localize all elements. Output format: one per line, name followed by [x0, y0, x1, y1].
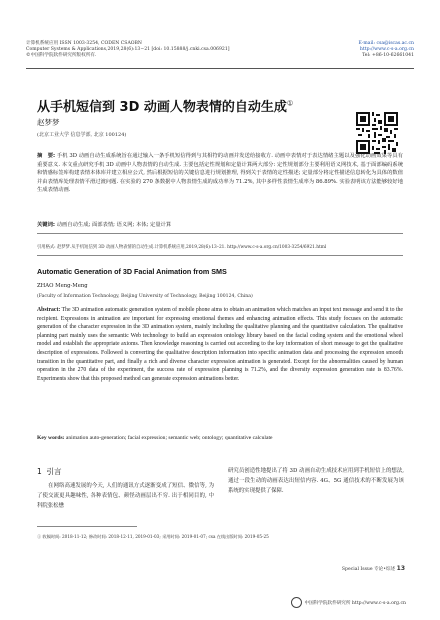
paper-title-cn	[37, 96, 293, 115]
abstract-en-label: Abstract:	[37, 307, 61, 313]
abstract-cn-label: 摘 要:	[37, 153, 56, 159]
page-section-label: Special Issue 专论•综述	[341, 567, 396, 572]
journal-phone: Tel: +86-10-62661041	[362, 53, 414, 59]
publisher-text: 中国科学院软件研究所 http://www.c-s-a.org.cn	[304, 600, 406, 606]
journal-line-1: 计算机系统应用 ISSN 1003-3254, CODEN CSAOBN	[26, 41, 142, 46]
keywords-cn-label: 关键词:	[37, 222, 56, 228]
qr-code-icon	[356, 112, 398, 154]
body-column-left: 在网络高速发展的今天, 人们的通讯方式逐渐变成了短信、微信等, 为了使交流更具趣味性, 各种表情包、颜怪动画层出不穷. 出于相同目的, 中科院张松懋	[37, 483, 214, 509]
body-column-right: 研究员创造性地提出了将 3D 动画自动生成技术应用到手机短信上的想法, 通过一段生动的动画表达出短信内容. 4G、5G 通信技术的不断发展为该系统的实现提供了保障.	[228, 468, 404, 494]
journal-info	[26, 41, 246, 60]
section-number: 1	[37, 467, 42, 476]
affiliation-cn: (北京工业大学 信息学部, 北京 100124)	[37, 132, 127, 138]
page-number: 13	[396, 565, 405, 572]
journal-line-3: ©中国科学院软件研究所版权所有.	[26, 53, 97, 59]
journal-email-link[interactable]: E-mail: csa@iscas.ac.cn	[358, 41, 414, 46]
journal-line-2: Computer Systems & Applications,2019,28(6):13−21 [doi: 10.15888/j.cnki.csa.006921]	[26, 47, 230, 53]
keywords-en	[37, 434, 403, 442]
publisher-footer	[291, 597, 406, 608]
affiliation-en: (Faculty of Information Technology, Beijing University of Technology, Beijing 100124, China)	[37, 294, 253, 299]
journal-contact	[284, 41, 414, 60]
abstract-cn-text: 手机 3D 动画自动生成系统旨在通过输入一条手机短信得到与其相符的动画并发送给接收方. 动画中表情对于表达情绪主题以及强化动画效果等具有重要意义. 本文重点研究手机 3D 动画中人物表情的自动生成. 主要包括定性规划和定量计算两大部分: 定性规划部分主要利用语义网技术, 基于面部编码系统和情感标签库构建表情本体库并建立相应公式, 然后根据短信的关键信息进行规划推理, 得到关于表情的定性描述; 定量部分将定性描述信息转化为具体的数值并由表情库处理表情平滑过渡问题. 在实验的 270 条数据中人物表情生成的成功率为 71.2%, 其中多样性表情生成率为 86.89%. 实验表明该方法能够较好地生成表情动画.	[37, 153, 404, 194]
abstract-en-text: The 3D animation automatic generation system of mobile phone aims to obtain an animation which matches an input text message and send it to the recipient. Expressions in animation are important for expressing emotional themes and enhancing animation effects. This study focuses on the automatic generation of the character expression in the 3D animation system, mainly including the qualitative planning and the quantitative calculation. The qualitative planning part mainly uses the semantic Web technology to build an expression ontology library based on the facial coding system and the emotional wheel model and establish the appropriate axioms. Then knowledge reasoning is carried out according to the key information of short message to get the qualitative description of expressions. Followed is converting the qualitative description information into specific animation data and processing the expression smooth transition in the quantitative part, and finally a rich and diverse character expression animation is generated. Except for the abnormalities caused by human operation in the 270 data of the experiment, the success rate of expression planning is 71.2%, and the diversity expression generation rate is 83.76%. Experiments show that this proposed method can generate expression animations better.	[37, 307, 403, 382]
author-cn: 赵梦梦	[37, 118, 60, 127]
keywords-cn	[37, 221, 403, 229]
citation-divider-top	[37, 233, 403, 234]
abstract-cn	[37, 152, 403, 195]
paper-title-cn-text: 从手机短信到 3D 动画人物表情的自动生成	[37, 100, 287, 115]
author-en: ZHAO Meng-Meng	[37, 283, 88, 289]
citation-divider-bottom	[37, 255, 403, 256]
journal-website-link[interactable]: http://www.c-s-a.org.cn	[359, 47, 414, 53]
section-title: 引言	[46, 467, 62, 476]
section-heading	[37, 466, 62, 477]
footnote: ① 收稿时间: 2018-11-12; 修改时间: 2018-12-11, 2019-01-03; 采用时间: 2019-01-07; csa 在线出版时间: 2019-05-25	[37, 534, 269, 539]
header-divider	[26, 68, 414, 69]
title-footnote-mark: ①	[286, 99, 294, 108]
abstract-en	[37, 306, 403, 383]
page-info	[342, 565, 405, 572]
paper-title-en: Automatic Generation of 3D Facial Animation from SMS	[37, 267, 227, 276]
footnote-divider	[37, 526, 137, 527]
citation-format: 引用格式: 赵梦梦.从手机短信到 3D 动画人物表情的自动生成.计算机系统应用,2019,28(6):13–21. http://www.c-s-a.org.cn/1003-3254/6921.html	[37, 245, 327, 250]
keywords-en-label: Key words:	[37, 435, 65, 441]
keywords-en-text: animation auto-generation; facial expression; semantic web; ontology; quantitative calculate	[65, 435, 273, 441]
keywords-cn-text: 动画自动生成; 面部表情; 语义网; 本体; 定量计算	[56, 222, 172, 228]
publisher-logo-icon	[291, 597, 302, 608]
